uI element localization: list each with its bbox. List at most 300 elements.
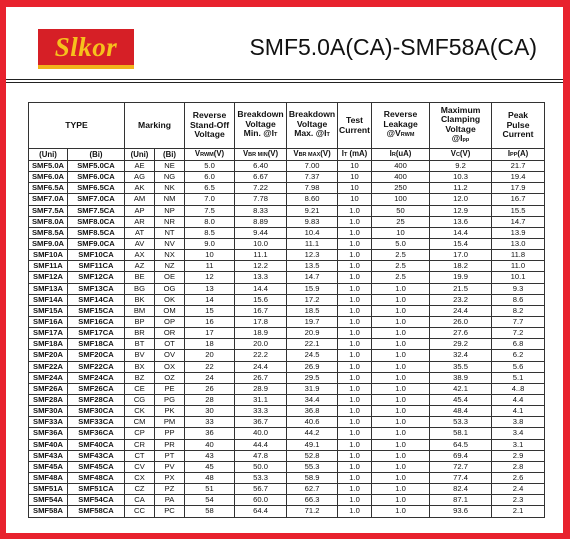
cell-vrwm: 36: [185, 428, 235, 439]
header-type: TYPE: [29, 103, 125, 149]
cell-clamping-voltage: 21.5: [430, 283, 492, 294]
cell-marking-bi: PP: [155, 428, 185, 439]
cell-test-current: 1.0: [338, 261, 372, 272]
cell-marking-uni: BE: [125, 272, 155, 283]
cell-type-bi: SMF16CA: [68, 316, 125, 327]
cell-reverse-leakage: 1.0: [372, 406, 430, 417]
cell-peak-pulse-current: 2.4: [492, 484, 545, 495]
cell-type-bi: SMF5.0CA: [68, 161, 125, 172]
cell-vbr-min: 36.7: [235, 417, 287, 428]
header-peak-pulse-current: Peak Pulse Current: [492, 103, 545, 149]
cell-reverse-leakage: 400: [372, 161, 430, 172]
cell-test-current: 1.0: [338, 305, 372, 316]
table-row: [29, 316, 545, 327]
cell-vbr-max: 66.3: [287, 495, 338, 506]
cell-marking-bi: NG: [155, 172, 185, 183]
cell-type-bi: SMF43CA: [68, 450, 125, 461]
cell-vrwm: 43: [185, 450, 235, 461]
cell-marking-uni: CG: [125, 394, 155, 405]
table-row: [29, 183, 545, 194]
cell-vbr-min: 9.44: [235, 227, 287, 238]
cell-vbr-min: 13.3: [235, 272, 287, 283]
cell-reverse-leakage: 1.0: [372, 383, 430, 394]
cell-type-uni: SMF20A: [29, 350, 68, 361]
cell-clamping-voltage: 10.3: [430, 172, 492, 183]
cell-type-uni: SMF18A: [29, 339, 68, 350]
cell-vbr-min: 44.4: [235, 439, 287, 450]
cell-type-bi: SMF24CA: [68, 372, 125, 383]
specs-table: [28, 102, 545, 518]
cell-peak-pulse-current: 2.6: [492, 472, 545, 483]
cell-marking-uni: CR: [125, 439, 155, 450]
cell-reverse-leakage: 25: [372, 216, 430, 227]
cell-test-current: 1.0: [338, 205, 372, 216]
cell-vrwm: 17: [185, 328, 235, 339]
cell-vbr-max: 34.4: [287, 394, 338, 405]
cell-type-bi: SMF45CA: [68, 461, 125, 472]
cell-clamping-voltage: 53.3: [430, 417, 492, 428]
cell-peak-pulse-current: 11.0: [492, 261, 545, 272]
cell-peak-pulse-current: 4.1: [492, 406, 545, 417]
brand-logo-text: Slkor: [54, 31, 118, 62]
cell-vbr-max: 55.3: [287, 461, 338, 472]
cell-reverse-leakage: 1.0: [372, 417, 430, 428]
cell-reverse-leakage: 50: [372, 205, 430, 216]
header-reverse-standoff-voltage: Reverse Stand-Off Voltage: [185, 103, 235, 149]
cell-peak-pulse-current: 15.5: [492, 205, 545, 216]
cell-vrwm: 48: [185, 472, 235, 483]
cell-type-bi: SMF22CA: [68, 361, 125, 372]
cell-peak-pulse-current: 2.8: [492, 461, 545, 472]
cell-vrwm: 10: [185, 250, 235, 261]
cell-marking-uni: CV: [125, 461, 155, 472]
cell-type-uni: SMF6.5A: [29, 183, 68, 194]
cell-vbr-max: 12.3: [287, 250, 338, 261]
cell-marking-uni: BV: [125, 350, 155, 361]
cell-vrwm: 22: [185, 361, 235, 372]
cell-vbr-min: 14.4: [235, 283, 287, 294]
cell-marking-uni: BG: [125, 283, 155, 294]
cell-peak-pulse-current: 17.9: [492, 183, 545, 194]
cell-test-current: 10: [338, 172, 372, 183]
cell-marking-uni: BR: [125, 328, 155, 339]
cell-peak-pulse-current: 4.4: [492, 394, 545, 405]
cell-vrwm: 8.0: [185, 216, 235, 227]
cell-vrwm: 28: [185, 394, 235, 405]
cell-reverse-leakage: 1.0: [372, 450, 430, 461]
cell-reverse-leakage: 1.0: [372, 461, 430, 472]
cell-vbr-min: 15.6: [235, 294, 287, 305]
cell-test-current: 1.0: [338, 383, 372, 394]
cell-vbr-min: 33.3: [235, 406, 287, 417]
cell-marking-uni: AK: [125, 183, 155, 194]
cell-marking-bi: NK: [155, 183, 185, 194]
cell-marking-uni: CA: [125, 495, 155, 506]
cell-type-uni: SMF43A: [29, 450, 68, 461]
cell-peak-pulse-current: 7.2: [492, 328, 545, 339]
cell-marking-bi: OG: [155, 283, 185, 294]
cell-marking-bi: OE: [155, 272, 185, 283]
cell-marking-bi: OK: [155, 294, 185, 305]
cell-type-uni: SMF7.0A: [29, 194, 68, 205]
cell-vbr-max: 24.5: [287, 350, 338, 361]
cell-vbr-max: 58.9: [287, 472, 338, 483]
cell-vrwm: 6.5: [185, 183, 235, 194]
cell-clamping-voltage: 48.4: [430, 406, 492, 417]
table-row: [29, 461, 545, 472]
cell-peak-pulse-current: 9.3: [492, 283, 545, 294]
cell-type-uni: SMF10A: [29, 250, 68, 261]
cell-peak-pulse-current: 3.8: [492, 417, 545, 428]
cell-vbr-max: 9.83: [287, 216, 338, 227]
cell-vbr-max: 26.9: [287, 361, 338, 372]
cell-type-uni: SMF58A: [29, 506, 68, 517]
cell-reverse-leakage: 5.0: [372, 238, 430, 249]
cell-type-bi: SMF58CA: [68, 506, 125, 517]
cell-vbr-min: 6.40: [235, 161, 287, 172]
header-breakdown-voltage-max: Breakdown Voltage Max. @IT: [287, 103, 338, 149]
cell-reverse-leakage: 1.0: [372, 372, 430, 383]
cell-type-uni: SMF45A: [29, 461, 68, 472]
cell-peak-pulse-current: 6.8: [492, 339, 545, 350]
cell-vbr-min: 20.0: [235, 339, 287, 350]
cell-marking-bi: PE: [155, 383, 185, 394]
cell-vbr-min: 12.2: [235, 261, 287, 272]
cell-peak-pulse-current: 6.2: [492, 350, 545, 361]
cell-type-uni: SMF17A: [29, 328, 68, 339]
table-row: [29, 417, 545, 428]
cell-clamping-voltage: 24.4: [430, 305, 492, 316]
cell-clamping-voltage: 77.4: [430, 472, 492, 483]
cell-vrwm: 40: [185, 439, 235, 450]
cell-marking-bi: NV: [155, 238, 185, 249]
unit-ipp: IPP(A): [492, 149, 545, 161]
cell-peak-pulse-current: 4..8: [492, 383, 545, 394]
cell-vbr-min: 47.8: [235, 450, 287, 461]
table-row: [29, 238, 545, 249]
cell-vbr-min: 10.0: [235, 238, 287, 249]
cell-vbr-min: 18.9: [235, 328, 287, 339]
cell-type-bi: SMF26CA: [68, 383, 125, 394]
table-row: [29, 450, 545, 461]
cell-clamping-voltage: 93.6: [430, 506, 492, 517]
table-row: [29, 372, 545, 383]
cell-marking-bi: OP: [155, 316, 185, 327]
cell-clamping-voltage: 72.7: [430, 461, 492, 472]
cell-marking-bi: NX: [155, 250, 185, 261]
cell-vrwm: 45: [185, 461, 235, 472]
cell-reverse-leakage: 1.0: [372, 339, 430, 350]
table-row: [29, 484, 545, 495]
cell-clamping-voltage: 45.4: [430, 394, 492, 405]
cell-test-current: 1.0: [338, 339, 372, 350]
cell-reverse-leakage: 1.0: [372, 472, 430, 483]
cell-reverse-leakage: 1.0: [372, 484, 430, 495]
cell-clamping-voltage: 12.9: [430, 205, 492, 216]
cell-vrwm: 15: [185, 305, 235, 316]
cell-reverse-leakage: 10: [372, 227, 430, 238]
table-row: [29, 250, 545, 261]
unit-vbr-min: VBR MIN(V): [235, 149, 287, 161]
cell-clamping-voltage: 12.0: [430, 194, 492, 205]
cell-type-bi: SMF15CA: [68, 305, 125, 316]
table-row: [29, 305, 545, 316]
cell-type-bi: SMF12CA: [68, 272, 125, 283]
cell-clamping-voltage: 19.9: [430, 272, 492, 283]
cell-vbr-max: 7.37: [287, 172, 338, 183]
cell-type-bi: SMF33CA: [68, 417, 125, 428]
table-row: [29, 216, 545, 227]
cell-type-uni: SMF14A: [29, 294, 68, 305]
cell-vbr-min: 24.4: [235, 361, 287, 372]
table-row: [29, 205, 545, 216]
cell-vrwm: 16: [185, 316, 235, 327]
cell-peak-pulse-current: 2.3: [492, 495, 545, 506]
table-row: [29, 406, 545, 417]
cell-clamping-voltage: 38.9: [430, 372, 492, 383]
cell-clamping-voltage: 69.4: [430, 450, 492, 461]
cell-vbr-max: 22.1: [287, 339, 338, 350]
cell-reverse-leakage: 2.5: [372, 250, 430, 261]
cell-type-bi: SMF36CA: [68, 428, 125, 439]
cell-marking-bi: PA: [155, 495, 185, 506]
cell-test-current: 10: [338, 194, 372, 205]
cell-marking-uni: AT: [125, 227, 155, 238]
cell-reverse-leakage: 1.0: [372, 305, 430, 316]
cell-vrwm: 58: [185, 506, 235, 517]
cell-type-bi: SMF40CA: [68, 439, 125, 450]
cell-type-bi: SMF7.5CA: [68, 205, 125, 216]
cell-clamping-voltage: 15.4: [430, 238, 492, 249]
cell-type-bi: SMF20CA: [68, 350, 125, 361]
cell-vrwm: 7.0: [185, 194, 235, 205]
cell-vbr-max: 8.60: [287, 194, 338, 205]
cell-peak-pulse-current: 8.2: [492, 305, 545, 316]
cell-type-bi: SMF7.0CA: [68, 194, 125, 205]
header-test-current: Test Current: [338, 103, 372, 149]
cell-test-current: 1.0: [338, 272, 372, 283]
cell-type-uni: SMF24A: [29, 372, 68, 383]
cell-peak-pulse-current: 3.1: [492, 439, 545, 450]
cell-vbr-min: 7.22: [235, 183, 287, 194]
table-row: [29, 283, 545, 294]
table-row: [29, 383, 545, 394]
cell-peak-pulse-current: 11.8: [492, 250, 545, 261]
cell-marking-uni: AM: [125, 194, 155, 205]
cell-vrwm: 8.5: [185, 227, 235, 238]
cell-vbr-max: 9.21: [287, 205, 338, 216]
cell-vbr-max: 18.5: [287, 305, 338, 316]
cell-vrwm: 13: [185, 283, 235, 294]
cell-clamping-voltage: 14.4: [430, 227, 492, 238]
cell-clamping-voltage: 42.1: [430, 383, 492, 394]
cell-vbr-max: 15.9: [287, 283, 338, 294]
cell-test-current: 1.0: [338, 350, 372, 361]
cell-clamping-voltage: 35.5: [430, 361, 492, 372]
unit-vc: VC(V): [430, 149, 492, 161]
cell-clamping-voltage: 27.6: [430, 328, 492, 339]
cell-type-uni: SMF22A: [29, 361, 68, 372]
cell-vrwm: 14: [185, 294, 235, 305]
header-max-clamping-voltage: Maximum Clamping Voltage @Ipp: [430, 103, 492, 149]
cell-vbr-max: 44.2: [287, 428, 338, 439]
cell-clamping-voltage: 32.4: [430, 350, 492, 361]
cell-type-bi: SMF14CA: [68, 294, 125, 305]
cell-test-current: 1.0: [338, 316, 372, 327]
cell-type-uni: SMF30A: [29, 406, 68, 417]
cell-vrwm: 24: [185, 372, 235, 383]
table-row: [29, 339, 545, 350]
cell-peak-pulse-current: 3.4: [492, 428, 545, 439]
cell-peak-pulse-current: 13.0: [492, 238, 545, 249]
cell-vbr-max: 52.8: [287, 450, 338, 461]
cell-type-uni: SMF13A: [29, 283, 68, 294]
cell-test-current: 1.0: [338, 461, 372, 472]
cell-marking-bi: NP: [155, 205, 185, 216]
header-rule: [6, 82, 563, 83]
cell-type-uni: SMF16A: [29, 316, 68, 327]
unit-marking-bi: (Bi): [155, 149, 185, 161]
cell-test-current: 1.0: [338, 250, 372, 261]
cell-test-current: 1.0: [338, 216, 372, 227]
cell-test-current: 1.0: [338, 428, 372, 439]
cell-vbr-min: 64.4: [235, 506, 287, 517]
cell-marking-bi: PZ: [155, 484, 185, 495]
cell-marking-bi: NT: [155, 227, 185, 238]
cell-clamping-voltage: 18.2: [430, 261, 492, 272]
cell-vbr-min: 56.7: [235, 484, 287, 495]
cell-test-current: 1.0: [338, 238, 372, 249]
cell-reverse-leakage: 1.0: [372, 328, 430, 339]
table-row: [29, 495, 545, 506]
cell-vrwm: 18: [185, 339, 235, 350]
cell-marking-uni: CZ: [125, 484, 155, 495]
cell-test-current: 1.0: [338, 227, 372, 238]
cell-reverse-leakage: 1.0: [372, 506, 430, 517]
cell-marking-uni: BT: [125, 339, 155, 350]
cell-test-current: 1.0: [338, 417, 372, 428]
cell-test-current: 1.0: [338, 450, 372, 461]
cell-reverse-leakage: 1.0: [372, 350, 430, 361]
cell-vbr-min: 8.89: [235, 216, 287, 227]
cell-peak-pulse-current: 2.9: [492, 450, 545, 461]
cell-vrwm: 33: [185, 417, 235, 428]
cell-peak-pulse-current: 8.6: [492, 294, 545, 305]
cell-clamping-voltage: 11.2: [430, 183, 492, 194]
cell-type-bi: SMF17CA: [68, 328, 125, 339]
cell-vbr-max: 13.5: [287, 261, 338, 272]
cell-marking-uni: CK: [125, 406, 155, 417]
cell-vbr-max: 19.7: [287, 316, 338, 327]
cell-type-uni: SMF48A: [29, 472, 68, 483]
cell-marking-uni: BM: [125, 305, 155, 316]
page-title: SMF5.0A(CA)-SMF58A(CA): [249, 34, 537, 60]
cell-test-current: 1.0: [338, 328, 372, 339]
cell-vrwm: 26: [185, 383, 235, 394]
cell-marking-bi: OM: [155, 305, 185, 316]
cell-test-current: 1.0: [338, 472, 372, 483]
unit-ir: IR(uA): [372, 149, 430, 161]
cell-type-uni: SMF26A: [29, 383, 68, 394]
cell-vbr-max: 29.5: [287, 372, 338, 383]
cell-vbr-min: 7.78: [235, 194, 287, 205]
cell-type-bi: SMF28CA: [68, 394, 125, 405]
cell-reverse-leakage: 1.0: [372, 283, 430, 294]
cell-marking-uni: CX: [125, 472, 155, 483]
table-row: [29, 172, 545, 183]
cell-vbr-min: 8.33: [235, 205, 287, 216]
cell-vbr-max: 7.00: [287, 161, 338, 172]
cell-marking-uni: AP: [125, 205, 155, 216]
table-row: [29, 506, 545, 517]
cell-marking-uni: AE: [125, 161, 155, 172]
cell-type-bi: SMF8.0CA: [68, 216, 125, 227]
cell-vbr-min: 28.9: [235, 383, 287, 394]
cell-peak-pulse-current: 13.9: [492, 227, 545, 238]
cell-test-current: 1.0: [338, 283, 372, 294]
cell-reverse-leakage: 1.0: [372, 316, 430, 327]
cell-vbr-max: 49.1: [287, 439, 338, 450]
unit-it: IT (mA): [338, 149, 372, 161]
cell-marking-uni: AX: [125, 250, 155, 261]
cell-marking-bi: OV: [155, 350, 185, 361]
cell-type-bi: SMF10CA: [68, 250, 125, 261]
cell-reverse-leakage: 1.0: [372, 361, 430, 372]
cell-type-uni: SMF36A: [29, 428, 68, 439]
cell-vbr-min: 6.67: [235, 172, 287, 183]
cell-vrwm: 30: [185, 406, 235, 417]
cell-vbr-max: 71.2: [287, 506, 338, 517]
cell-vbr-max: 20.9: [287, 328, 338, 339]
cell-type-uni: SMF8.0A: [29, 216, 68, 227]
cell-type-bi: SMF30CA: [68, 406, 125, 417]
cell-peak-pulse-current: 2.1: [492, 506, 545, 517]
cell-marking-uni: AZ: [125, 261, 155, 272]
cell-reverse-leakage: 1.0: [372, 428, 430, 439]
cell-reverse-leakage: 1.0: [372, 294, 430, 305]
cell-vbr-max: 10.4: [287, 227, 338, 238]
cell-vrwm: 12: [185, 272, 235, 283]
cell-vbr-min: 53.3: [235, 472, 287, 483]
cell-type-uni: SMF12A: [29, 272, 68, 283]
cell-marking-bi: PK: [155, 406, 185, 417]
cell-type-uni: SMF40A: [29, 439, 68, 450]
cell-vbr-min: 60.0: [235, 495, 287, 506]
cell-type-uni: SMF28A: [29, 394, 68, 405]
table-row: [29, 428, 545, 439]
cell-type-bi: SMF54CA: [68, 495, 125, 506]
cell-test-current: 10: [338, 161, 372, 172]
cell-reverse-leakage: 1.0: [372, 439, 430, 450]
table-row: [29, 294, 545, 305]
cell-vbr-min: 22.2: [235, 350, 287, 361]
cell-type-bi: SMF18CA: [68, 339, 125, 350]
cell-vbr-max: 14.7: [287, 272, 338, 283]
brand-logo: [38, 29, 134, 69]
cell-type-uni: SMF7.5A: [29, 205, 68, 216]
cell-vbr-max: 40.6: [287, 417, 338, 428]
header-breakdown-voltage-min: Breakdown Voltage Min. @IT: [235, 103, 287, 149]
cell-test-current: 1.0: [338, 506, 372, 517]
header-reverse-leakage: Reverse Leakage @VRWM: [372, 103, 430, 149]
cell-vrwm: 11: [185, 261, 235, 272]
unit-uni: (Uni): [29, 149, 68, 161]
cell-vrwm: 7.5: [185, 205, 235, 216]
table-row: [29, 328, 545, 339]
cell-clamping-voltage: 13.6: [430, 216, 492, 227]
cell-vbr-min: 16.7: [235, 305, 287, 316]
cell-marking-bi: PX: [155, 472, 185, 483]
